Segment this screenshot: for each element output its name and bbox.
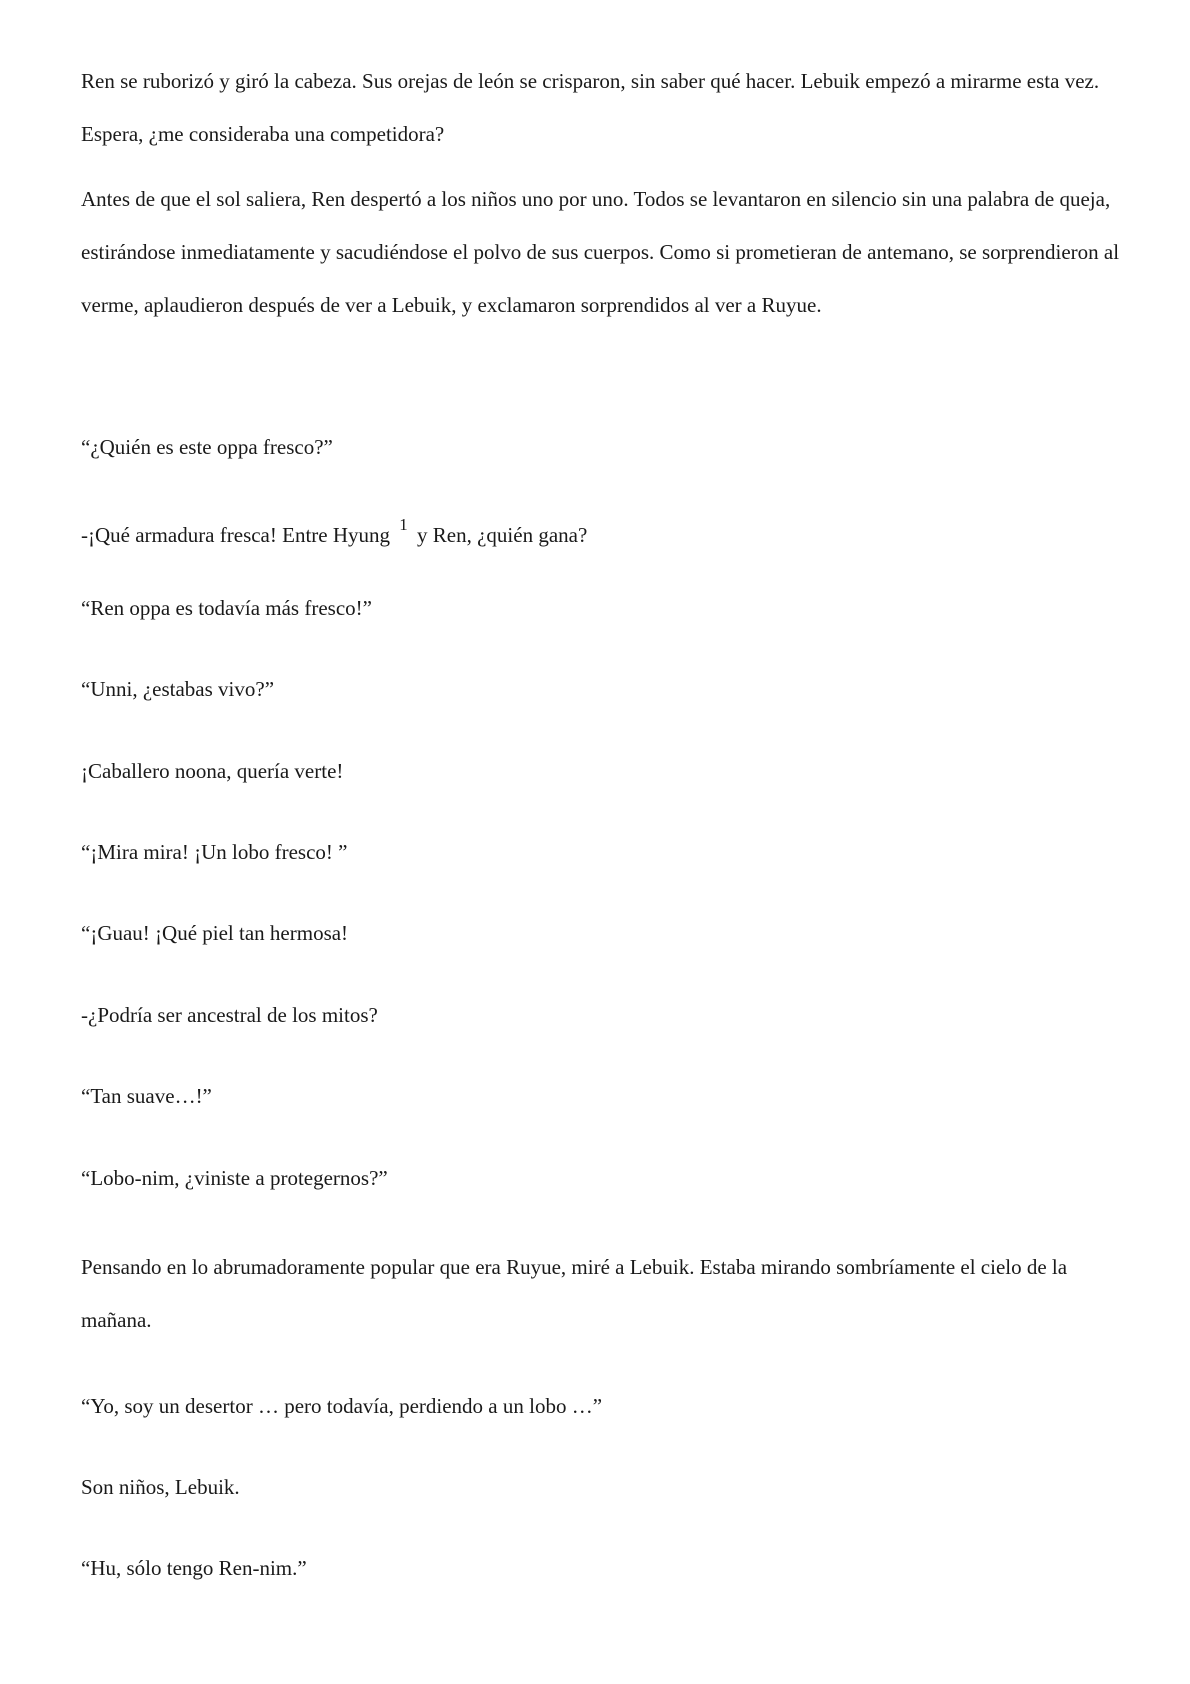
dialogue-line-12: “Hu, sólo tengo Ren-nim.” bbox=[81, 1556, 307, 1580]
footnote-marker[interactable]: 1 bbox=[399, 515, 408, 534]
dialogue-line-5: “¡Mira mira! ¡Un lobo fresco! ” bbox=[81, 840, 348, 864]
paragraph-3: Pensando en lo abrumadoramente popular que era Ruyue, miré a Lebuik. Estaba mirando sombríamente el cielo de la mañana. bbox=[81, 1255, 1068, 1332]
dialogue-line-7: -¿Podría ser ancestral de los mitos? bbox=[81, 1003, 378, 1027]
dialogue-line-3: “Unni, ¿estabas vivo?” bbox=[81, 677, 275, 701]
dialogue-line-1: “¿Quién es este oppa fresco?” bbox=[81, 435, 333, 459]
dialogue-text-before-footnote: -¡Qué armadura fresca! Entre Hyung bbox=[81, 523, 391, 547]
paragraph-2: Antes de que el sol saliera, Ren despertó a los niños uno por uno. Todos se levantaron en silencio sin una palabra de queja, estirándose inmediatamente y sacudiéndose el polvo de sus cuerpos. Como si prometieran de antemano, se sorprendieron al verme, aplaudieron después de ver a Lebuik, y exclamaron sorprendidos al ver a Ruyue. bbox=[81, 187, 1120, 317]
dialogue-line-11: Son niños, Lebuik. bbox=[81, 1475, 240, 1499]
dialogue-text-after-footnote: y Ren, ¿quién gana? bbox=[417, 523, 588, 547]
dialogue-line-9: “Lobo-nim, ¿viniste a protegernos?” bbox=[81, 1166, 388, 1190]
dialogue-line-4: ¡Caballero noona, quería verte! bbox=[81, 759, 344, 783]
dialogue-line-8: “Tan suave…!” bbox=[81, 1084, 212, 1108]
dialogue-line-2: “Ren oppa es todavía más fresco!” bbox=[81, 596, 372, 620]
dialogue-line-footnote bbox=[81, 515, 588, 550]
dialogue-line-6: “¡Guau! ¡Qué piel tan hermosa! bbox=[81, 921, 349, 945]
dialogue-line-10: “Yo, soy un desertor … pero todavía, perdiendo a un lobo …” bbox=[81, 1394, 603, 1418]
paragraph-1: Ren se ruborizó y giró la cabeza. Sus orejas de león se crisparon, sin saber qué hacer. Lebuik empezó a mirarme esta vez. Espera, ¿me consideraba una competidora? bbox=[81, 69, 1100, 146]
